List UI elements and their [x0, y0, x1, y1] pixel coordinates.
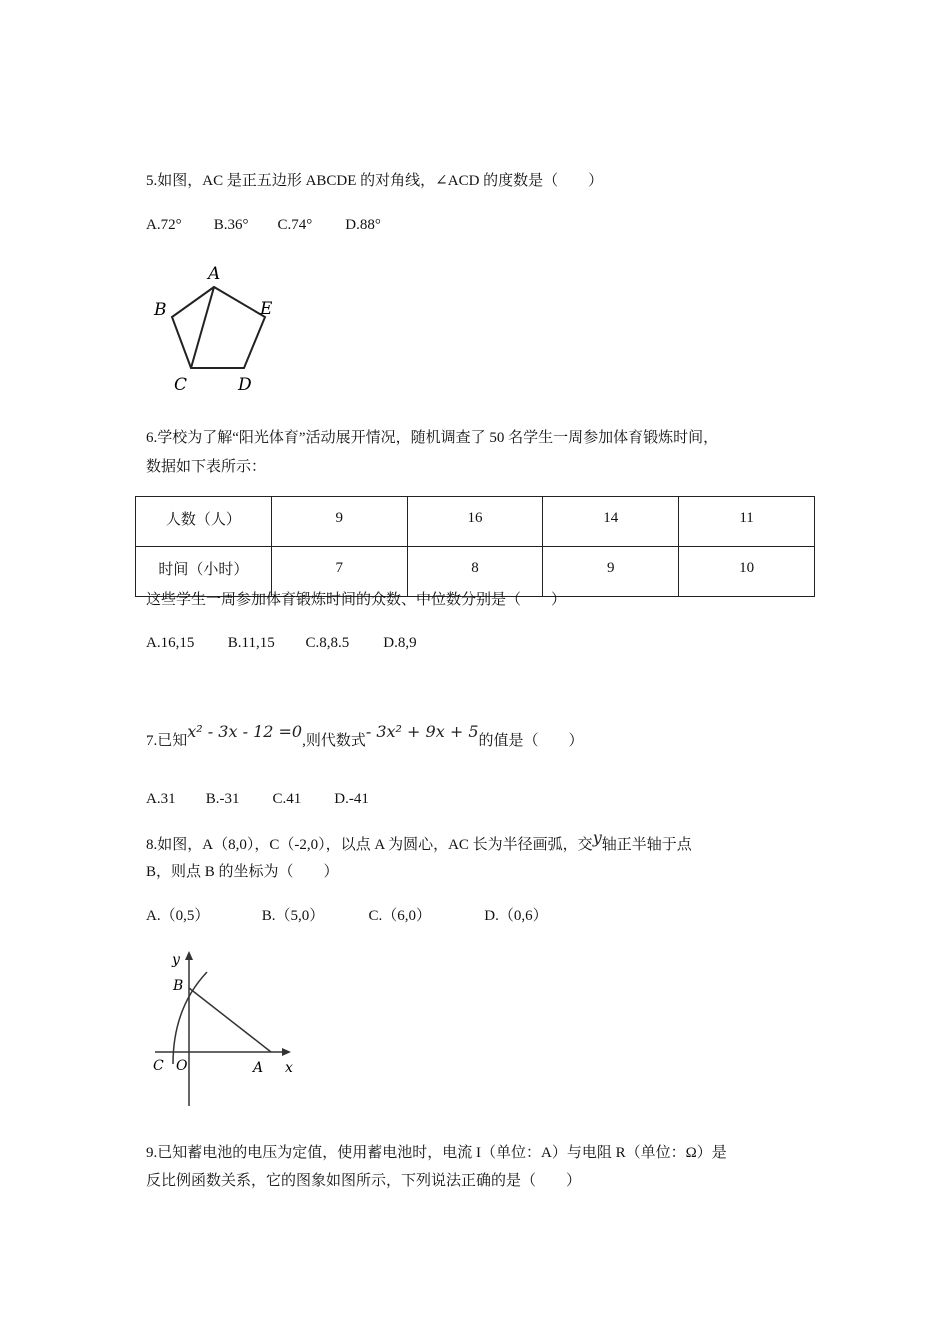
q6-option-c: C.8,8.5	[305, 635, 350, 651]
q7-option-b: B.-31	[205, 791, 240, 807]
table-cell: 9	[271, 497, 407, 547]
q5-option-c: C.74°	[277, 217, 313, 233]
q8-y-symbol: y	[592, 828, 602, 847]
q7-option-a: A.31	[146, 791, 176, 807]
q8-option-a: A.（0,5）	[146, 908, 210, 924]
label-e: E	[260, 299, 273, 319]
q6-stem-line2: 数据如下表所示：	[146, 459, 267, 475]
q7-stem	[146, 722, 584, 751]
q6-question: 这些学生一周参加体育锻炼时间的众数、中位数分别是（ ）	[146, 592, 567, 608]
q7-prefix: 7.已知	[146, 733, 188, 749]
q6-option-d: D.8,9	[383, 635, 417, 651]
label-c: C	[174, 375, 188, 395]
label-o: O	[176, 1058, 188, 1074]
q7-middle: ,则代数式	[302, 733, 366, 749]
table-cell: 11	[679, 497, 815, 547]
label-y: y	[172, 952, 180, 968]
q7-options	[146, 789, 369, 809]
label-b: B	[173, 978, 184, 994]
x-axis-arrow	[282, 1048, 291, 1056]
row-header: 时间（小时）	[136, 547, 272, 597]
label-x: x	[285, 1060, 293, 1076]
table-row	[136, 547, 815, 597]
label-a: A	[253, 1060, 264, 1076]
q7-equation: x² - 3x - 12 =0	[187, 722, 303, 741]
q8-stem-part1: 8.如图，A（8,0），C（-2,0），以点 A 为圆心，AC 长为半径画弧，交	[146, 837, 593, 853]
q9-stem-line1: 9.已知蓄电池的电压为定值，使用蓄电池时，电流 I（单位：A）与电阻 R（单位：Ω）是	[146, 1145, 727, 1161]
table-cell: 8	[407, 547, 543, 597]
q8-option-c: C.（6,0）	[368, 908, 432, 924]
q7-option-d: D.-41	[334, 791, 369, 807]
q6-options	[146, 633, 417, 653]
label-b: B	[154, 300, 167, 320]
data-table	[135, 496, 815, 597]
q6-option-a: A.16,15	[146, 635, 195, 651]
q5-option-a: A.72°	[146, 217, 182, 233]
table-cell: 14	[543, 497, 679, 547]
label-d: D	[238, 375, 252, 395]
q8-stem-part2: 轴正半轴于点	[601, 837, 692, 853]
diagonal-ac	[191, 287, 214, 368]
row-header: 人数（人）	[136, 497, 272, 547]
q7-expression: - 3x² + 9x + 5	[365, 722, 479, 741]
table-cell: 7	[271, 547, 407, 597]
coordinate-figure	[145, 948, 310, 1113]
y-axis-arrow	[185, 951, 193, 960]
label-a: A	[208, 264, 221, 284]
q5-option-d: D.88°	[345, 217, 381, 233]
q8-option-b: B.（5,0）	[261, 908, 325, 924]
pentagon-figure	[150, 258, 290, 398]
table-row	[136, 497, 815, 547]
q7-option-c: C.41	[272, 791, 302, 807]
q6-stem-line1: 6.学校为了解“阳光体育”活动展开情况，随机调查了 50 名学生一周参加体育锻炼时间，	[146, 430, 719, 446]
segment-ab	[189, 988, 271, 1052]
q8-stem-line2: B，则点 B 的坐标为（ ）	[146, 864, 339, 880]
q9-stem-line2: 反比例函数关系，它的图象如图所示，下列说法正确的是（ ）	[146, 1173, 582, 1189]
q8-option-d: D.（0,6）	[484, 908, 548, 924]
q6-option-b: B.11,15	[227, 635, 275, 651]
q5-options	[146, 215, 381, 235]
q5-stem: 5.如图，AC 是正五边形 ABCDE 的对角线，∠ACD 的度数是（ ）	[146, 173, 604, 189]
label-c: C	[153, 1058, 164, 1074]
pentagon-abcde	[172, 287, 265, 368]
q8-stem-line1	[146, 828, 692, 855]
q5-option-b: B.36°	[213, 217, 249, 233]
q8-options	[146, 906, 548, 926]
table-cell: 16	[407, 497, 543, 547]
q7-suffix: 的值是（ ）	[478, 733, 584, 749]
table-cell: 10	[679, 547, 815, 597]
table-cell: 9	[543, 547, 679, 597]
